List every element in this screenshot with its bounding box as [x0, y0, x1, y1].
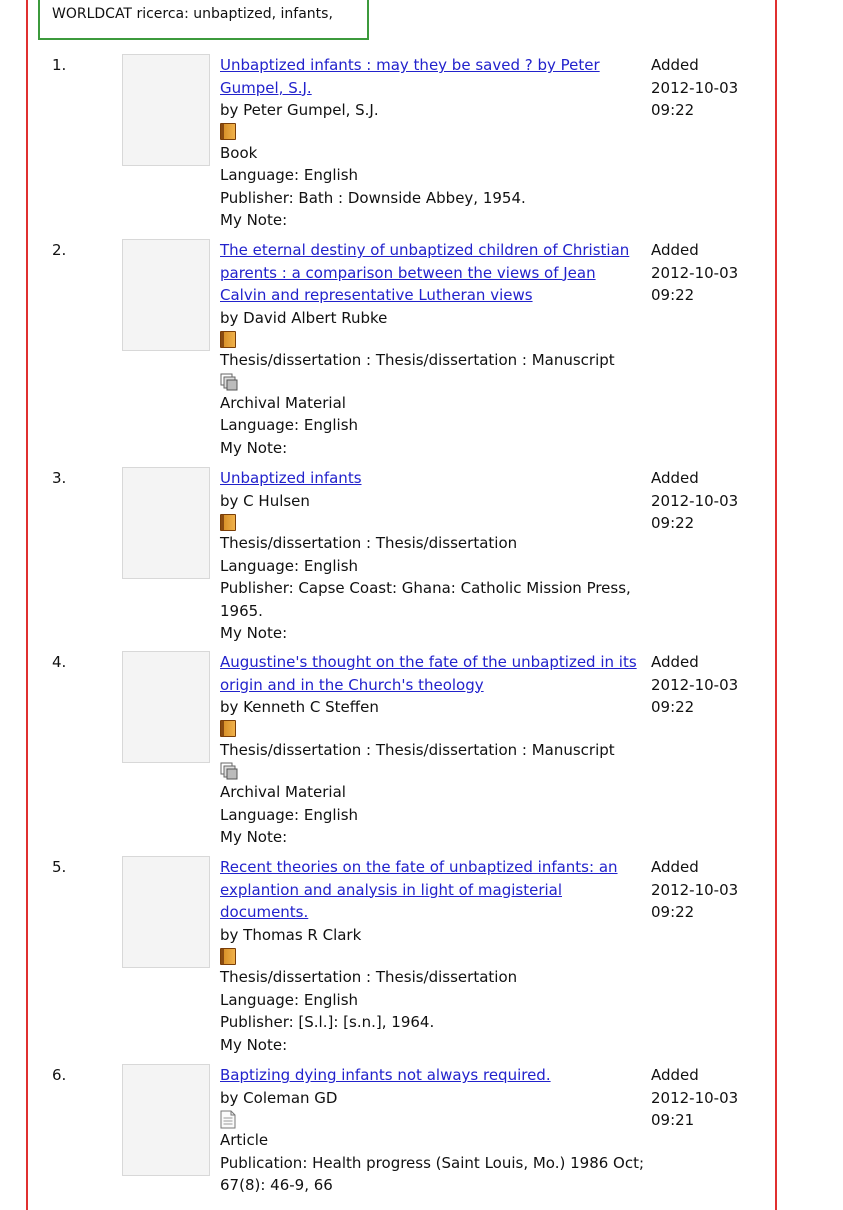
- record-details: [220, 54, 640, 232]
- record-author: by Coleman GD: [220, 1088, 338, 1107]
- record-details: [220, 239, 640, 459]
- record-title: [220, 54, 640, 99]
- record-number: 4.: [52, 653, 67, 671]
- record-language: Language: English: [220, 805, 359, 824]
- record-details: [220, 1064, 645, 1197]
- added-label: Added: [651, 241, 699, 259]
- added-label: Added: [651, 653, 699, 671]
- added-date: 2012-10-03: [651, 675, 739, 694]
- record-number: 1.: [52, 56, 67, 74]
- archive-icon: [220, 762, 238, 780]
- icon-row: [220, 761, 640, 781]
- record-type: Thesis/dissertation : Thesis/dissertation: [220, 534, 518, 552]
- record-title-link[interactable]: [220, 653, 637, 694]
- record-details: [220, 651, 640, 849]
- book-icon: [220, 720, 236, 737]
- record-title: [220, 239, 640, 307]
- record-details: [220, 856, 640, 1056]
- title-line: Augustine's thought on the fate of the unbaptized in its: [220, 653, 637, 671]
- record-language: Language: English: [220, 416, 359, 434]
- record-title: [220, 467, 640, 490]
- cover-thumbnail[interactable]: [122, 239, 210, 351]
- added-date: 2012-10-03: [651, 880, 739, 899]
- title-line: parents : a comparison between the views of Jean: [220, 263, 596, 282]
- record-title: [220, 856, 640, 924]
- record-author: by Thomas R Clark: [220, 925, 362, 944]
- added-label: Added: [651, 469, 699, 487]
- archive-icon: [220, 373, 238, 391]
- record-title-link[interactable]: [220, 469, 362, 487]
- cover-thumbnail[interactable]: [122, 1064, 210, 1176]
- added-label: Added: [651, 56, 699, 74]
- record-publisher: Publisher: [S.l.]: [s.n.], 1964.: [220, 1013, 435, 1031]
- added-time: 09:21: [651, 1111, 695, 1129]
- icon-row: [220, 122, 640, 142]
- book-icon: [220, 514, 236, 531]
- title-line: Recent theories on the fate of unbaptized infants: an: [220, 858, 618, 876]
- added-date: 2012-10-03: [651, 78, 739, 97]
- record-author: by C Hulsen: [220, 491, 310, 510]
- title-line: explantion and analysis in light of magisterial: [220, 880, 563, 899]
- record-title-link[interactable]: [220, 241, 629, 304]
- record-language: Language: English: [220, 166, 359, 184]
- record-note: My Note:: [220, 828, 288, 846]
- book-icon: [220, 331, 236, 348]
- record-added-date: [651, 239, 761, 307]
- record-language: Language: English: [220, 556, 359, 575]
- record-number: 5.: [52, 858, 67, 876]
- record-details: [220, 467, 640, 645]
- added-time: 09:22: [651, 698, 695, 716]
- title-line: origin and in the Church's theology: [220, 675, 484, 694]
- record-author: by Peter Gumpel, S.J.: [220, 101, 379, 119]
- record-title: [220, 651, 640, 696]
- added-time: 09:22: [651, 286, 695, 304]
- icon-row: [220, 946, 640, 966]
- record-added-date: [651, 651, 761, 719]
- record-added-date: [651, 1064, 761, 1132]
- article-icon: [220, 1110, 236, 1129]
- book-icon: [220, 123, 236, 140]
- record-added-date: [651, 856, 761, 924]
- cover-thumbnail[interactable]: [122, 651, 210, 763]
- added-date: 2012-10-03: [651, 1088, 739, 1107]
- record-type: Book: [220, 143, 258, 162]
- added-time: 09:22: [651, 903, 695, 921]
- title-line: documents.: [220, 903, 309, 921]
- record-type: Thesis/dissertation : Thesis/dissertation : Manuscript: [220, 351, 615, 369]
- added-label: Added: [651, 1066, 699, 1084]
- icon-row: [220, 372, 640, 392]
- added-time: 09:22: [651, 514, 695, 532]
- record-added-date: [651, 467, 761, 535]
- record-type: Thesis/dissertation : Thesis/dissertation : Manuscript: [220, 740, 615, 759]
- record-number: 6.: [52, 1066, 67, 1084]
- title-line: Baptizing dying infants not always required.: [220, 1066, 551, 1084]
- icon-row: [220, 1109, 640, 1129]
- title-line: Gumpel, S.J.: [220, 78, 312, 97]
- title-line: Unbaptized infants : may they be saved ? by Peter: [220, 56, 600, 74]
- record-type-secondary: Archival Material: [220, 783, 346, 801]
- record-language: Language: English: [220, 990, 359, 1009]
- record-publication: Publication: Health progress (Saint Louis, Mo.) 1986 Oct;: [220, 1153, 645, 1172]
- record-type: Thesis/dissertation : Thesis/dissertation: [220, 968, 518, 986]
- record-title: [220, 1064, 640, 1087]
- record-publisher: Publisher: Capse Coast: Ghana: Catholic Mission Press,: [220, 579, 631, 597]
- record-publication: 67(8): 46-9, 66: [220, 1176, 333, 1194]
- record-publisher: 1965.: [220, 601, 263, 620]
- added-date: 2012-10-03: [651, 263, 739, 282]
- record-type: Article: [220, 1131, 269, 1149]
- record-author: by Kenneth C Steffen: [220, 698, 379, 716]
- cover-thumbnail[interactable]: [122, 467, 210, 579]
- record-type-secondary: Archival Material: [220, 393, 346, 412]
- record-publisher: Publisher: Bath : Downside Abbey, 1954.: [220, 188, 526, 207]
- record-note: My Note:: [220, 211, 288, 229]
- title-line: Unbaptized infants: [220, 469, 362, 487]
- added-date: 2012-10-03: [651, 491, 739, 510]
- title-line: The eternal destiny of unbaptized children of Christian: [220, 241, 630, 259]
- record-title-link[interactable]: [220, 56, 600, 97]
- added-time: 09:22: [651, 101, 695, 119]
- cover-thumbnail[interactable]: [122, 54, 210, 166]
- book-icon: [220, 948, 236, 965]
- record-title-link[interactable]: [220, 858, 618, 921]
- added-label: Added: [651, 858, 699, 876]
- record-note: My Note:: [220, 624, 288, 642]
- record-note: My Note:: [220, 438, 288, 457]
- title-line: Calvin and representative Lutheran views: [220, 286, 533, 304]
- icon-row: [220, 329, 640, 349]
- icon-row: [220, 719, 640, 739]
- record-number: 2.: [52, 241, 67, 259]
- record-note: My Note:: [220, 1035, 288, 1054]
- record-added-date: [651, 54, 761, 122]
- cover-thumbnail[interactable]: [122, 856, 210, 968]
- record-title-link[interactable]: [220, 1066, 551, 1084]
- record-author: by David Albert Rubke: [220, 308, 388, 327]
- search-query-label: WORLDCAT ricerca: unbaptized, infants,: [38, 0, 369, 40]
- record-number: 3.: [52, 469, 67, 487]
- icon-row: [220, 512, 640, 532]
